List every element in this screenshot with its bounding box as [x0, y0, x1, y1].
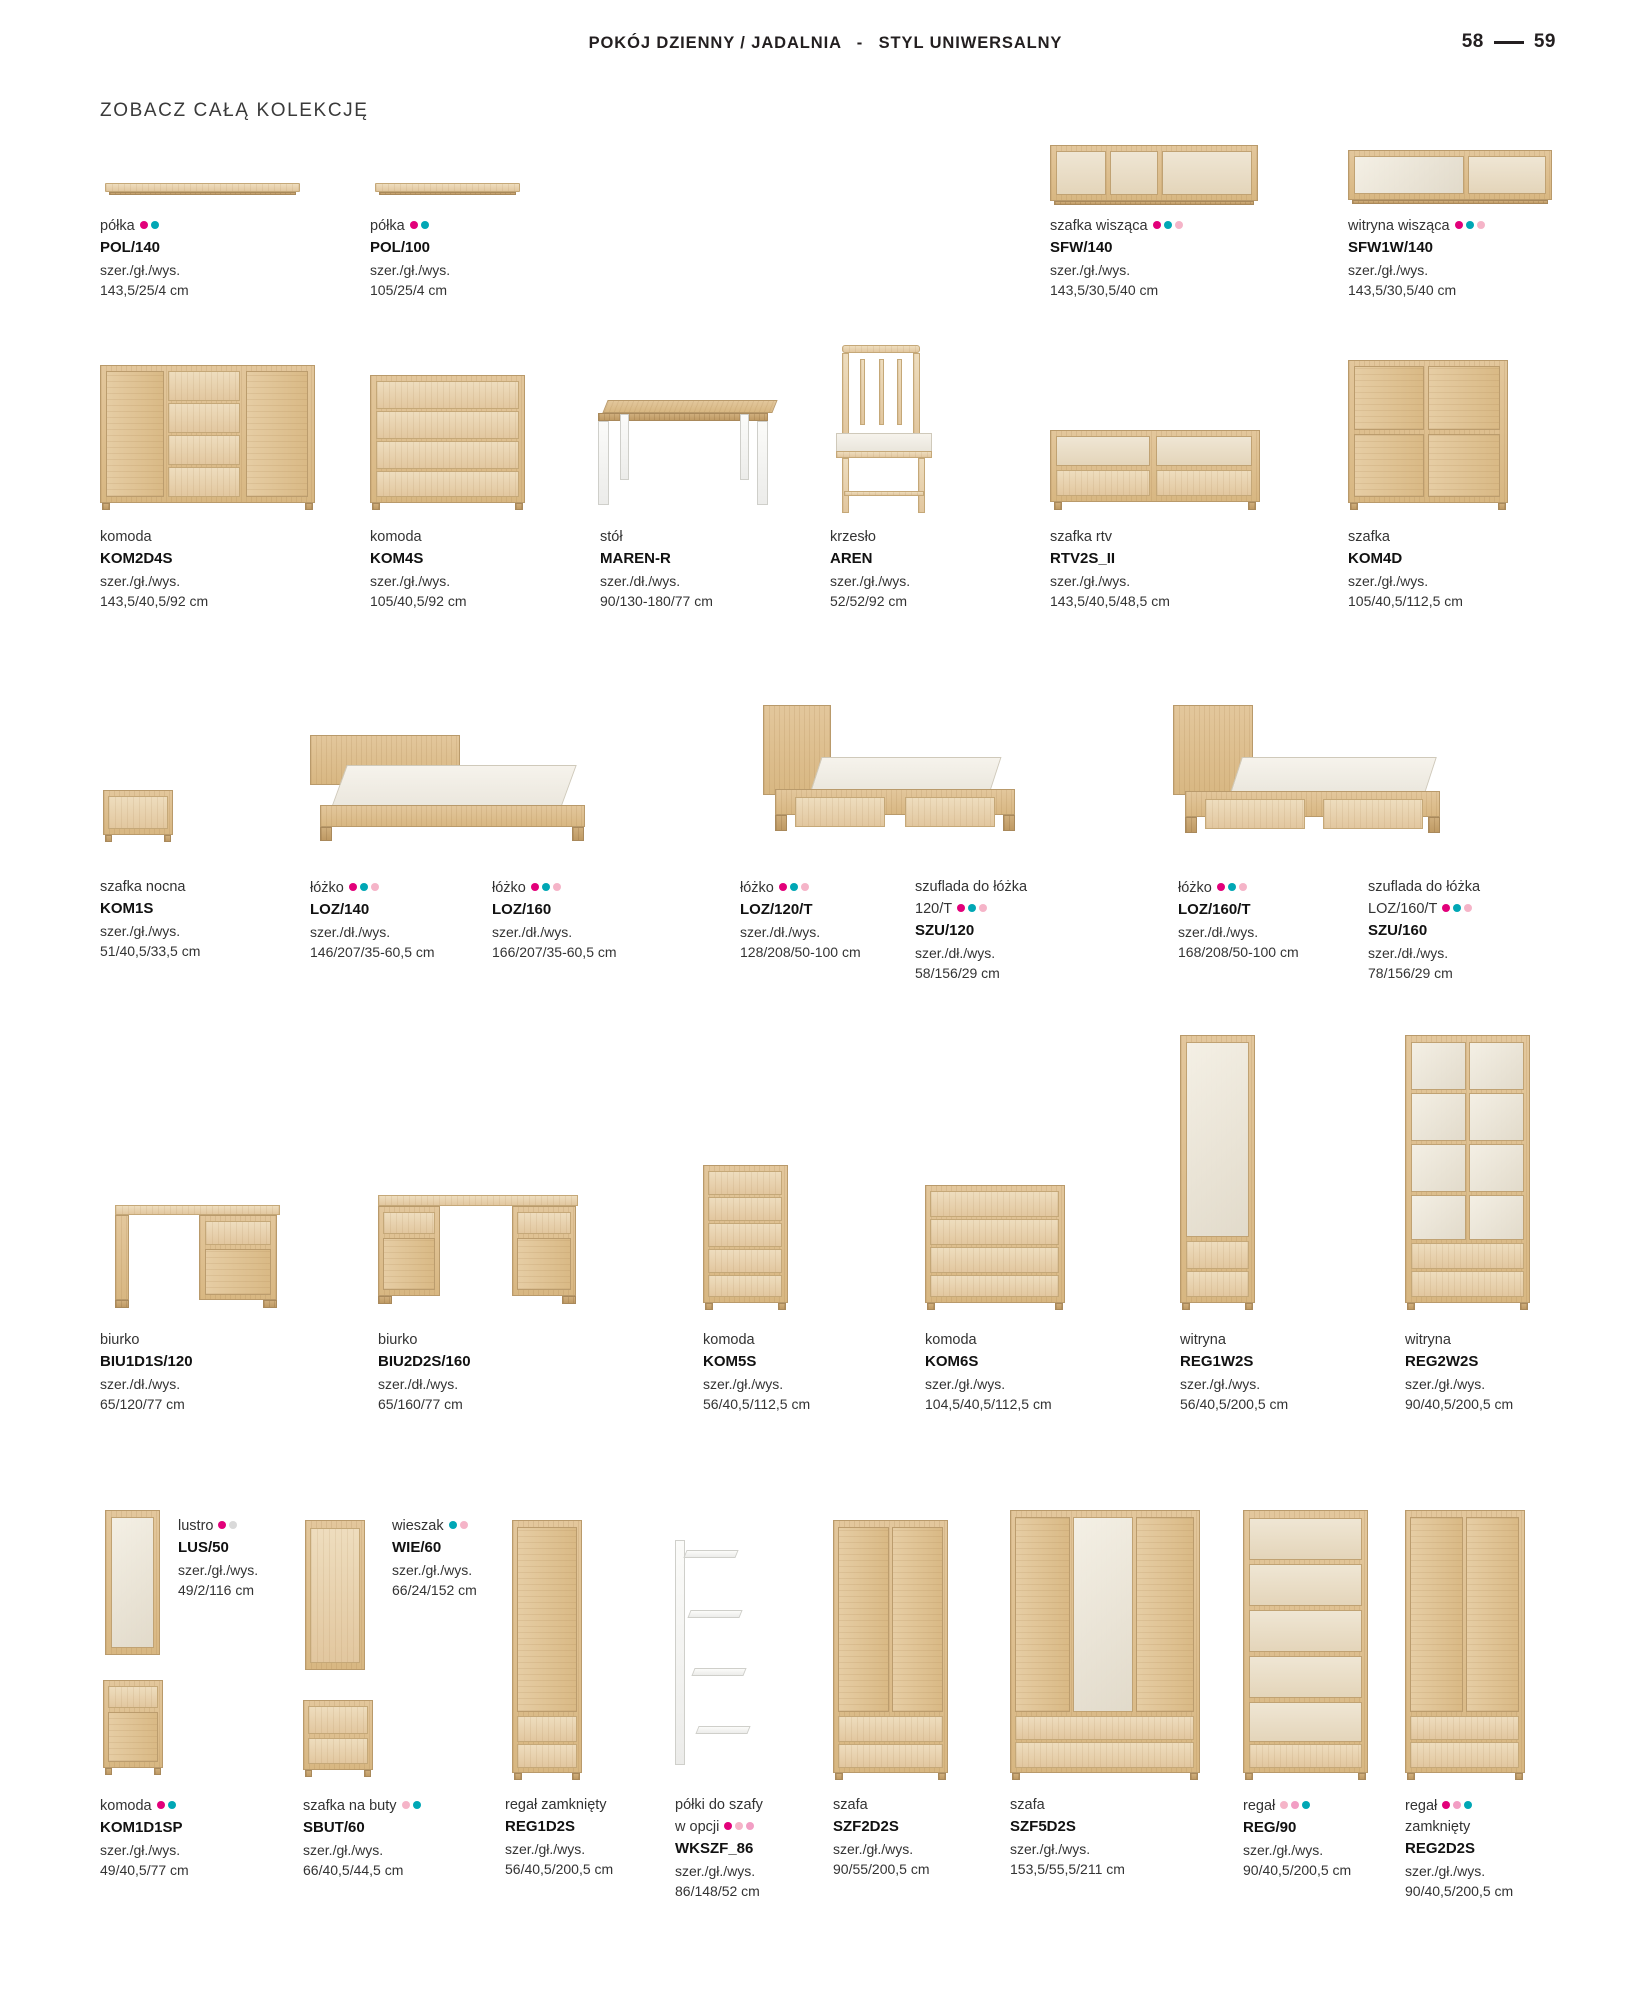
item-dims: 49/40,5/77 cm [100, 1861, 189, 1878]
item-category: szuflada do łóżka [915, 879, 1028, 895]
item-dims-label: szer./gł./wys. [1405, 1862, 1486, 1879]
item-dims-label: szer./dł./wys. [1178, 923, 1259, 940]
item-code: REG1W2S [1180, 1353, 1254, 1371]
page-number-right: 59 [1533, 31, 1556, 52]
art-sfw1w-140 [1348, 150, 1552, 205]
item-dims-label: szer./gł./wys. [392, 1561, 473, 1578]
art-maren-r [590, 400, 775, 510]
item-sfw1w-140 [1348, 215, 1588, 300]
item-category-secondary: zamknięty [1405, 1819, 1471, 1836]
item-dims: 56/40,5/200,5 cm [1180, 1395, 1289, 1412]
color-dots [218, 1515, 240, 1536]
art-lus-50 [105, 1510, 160, 1655]
color-dots [1442, 1795, 1475, 1816]
item-dims-label: szer./gł./wys. [1180, 1375, 1261, 1392]
item-reg2w2s [1405, 1330, 1635, 1414]
art-biu1d1s-120 [115, 1205, 280, 1310]
item-code: REG2D2S [1405, 1840, 1476, 1858]
item-category: komoda [100, 1795, 320, 1817]
art-aren [830, 345, 940, 515]
item-code: POL/140 [100, 239, 161, 257]
item-dims: 90/40,5/200,5 cm [1243, 1861, 1352, 1878]
item-reg1w2s [1180, 1330, 1410, 1414]
item-dims-label: szer./gł./wys. [100, 261, 181, 278]
page-title: ZOBACZ CAŁĄ KOLEKCJĘ [100, 100, 369, 121]
item-loz-160 [492, 877, 702, 962]
item-dims-label: szer./gł./wys. [303, 1841, 384, 1858]
item-dims: 49/2/116 cm [178, 1581, 255, 1598]
item-szu-160 [1368, 877, 1608, 983]
item-category: komoda [703, 1332, 755, 1348]
item-dims-label: szer./gł./wys. [1348, 261, 1429, 278]
item-dims: 52/52/92 cm [830, 592, 908, 609]
color-dots [779, 877, 812, 898]
item-dims-label: szer./gł./wys. [100, 1841, 181, 1858]
item-category-secondary: LOZ/160/T [1368, 898, 1608, 920]
item-kom6s [925, 1330, 1155, 1414]
item-dims-label: szer./gł./wys. [178, 1561, 259, 1578]
item-category: łóżko [740, 877, 950, 899]
item-category: szafka na buty [303, 1795, 523, 1817]
color-dots [531, 877, 564, 898]
art-sfw-140 [1050, 145, 1258, 205]
item-dims-label: szer./dł./wys. [100, 1375, 181, 1392]
item-category: regał [1405, 1795, 1635, 1817]
color-dots [1280, 1795, 1313, 1816]
item-dims: 143,5/30,5/40 cm [1348, 281, 1457, 298]
page-number-left: 58 [1461, 31, 1484, 52]
item-dims: 65/160/77 cm [378, 1395, 463, 1412]
item-dims: 146/207/35-60,5 cm [310, 943, 435, 960]
item-code: WKSZF_86 [675, 1840, 754, 1858]
art-kom4s [370, 375, 525, 510]
item-dims: 56/40,5/112,5 cm [703, 1395, 811, 1412]
color-dots [1442, 898, 1475, 919]
item-category: lustro [178, 1515, 398, 1537]
header-left-title: POKÓJ DZIENNY / JADALNIA [588, 34, 842, 52]
item-dims-label: szer./gł./wys. [1348, 572, 1429, 589]
item-code: SZF2D2S [833, 1818, 899, 1836]
color-dots [1153, 215, 1186, 236]
item-code: REG2W2S [1405, 1353, 1479, 1371]
item-code: SZU/160 [1368, 922, 1428, 940]
item-szu-120 [915, 877, 1145, 983]
color-dots [157, 1795, 179, 1816]
art-kom5s [703, 1165, 788, 1310]
item-dims: 78/156/29 cm [1368, 964, 1453, 981]
item-code: KOM4D [1348, 550, 1403, 568]
item-dims-label: szer./gł./wys. [1010, 1840, 1091, 1857]
item-kom2d4s [100, 527, 330, 611]
art-wkszf-86 [675, 1540, 755, 1770]
item-dims: 90/55/200,5 cm [833, 1860, 930, 1877]
item-maren-r [600, 527, 830, 611]
item-category: witryna [1180, 1332, 1226, 1348]
item-code: LOZ/160 [492, 901, 552, 919]
art-pol-140 [105, 183, 300, 195]
art-wie-60 [305, 1520, 365, 1670]
item-code: REG1D2S [505, 1818, 576, 1836]
item-category: półka [100, 215, 320, 237]
item-category: szafa [833, 1797, 868, 1813]
item-category-secondary: 120/T [915, 898, 1145, 920]
item-kom1s [100, 877, 320, 961]
color-dots [410, 215, 432, 236]
item-dims: 90/40,5/200,5 cm [1405, 1395, 1514, 1412]
item-dims-label: szer./dł./wys. [1368, 944, 1449, 961]
item-code: SZU/120 [915, 922, 975, 940]
item-lus-50 [178, 1515, 398, 1600]
art-szf2d2s [833, 1520, 948, 1780]
item-loz-160-t [1178, 877, 1388, 962]
item-dims: 104,5/40,5/112,5 cm [925, 1395, 1052, 1412]
item-code: KOM1S [100, 900, 154, 918]
item-dims: 90/40,5/200,5 cm [1405, 1882, 1514, 1899]
header-title-group [0, 34, 1651, 53]
item-dims: 66/24/152 cm [392, 1581, 477, 1598]
item-dims-label: szer./gł./wys. [703, 1375, 784, 1392]
item-dims-label: szer./dł./wys. [740, 923, 821, 940]
item-code: MAREN-R [600, 550, 671, 568]
item-biu1d1s-120 [100, 1330, 330, 1414]
color-dots [1217, 877, 1250, 898]
item-dims: 86/148/52 cm [675, 1882, 760, 1899]
item-code: BIU2D2S/160 [378, 1353, 471, 1371]
item-dims: 105/25/4 cm [370, 281, 448, 298]
item-kom4d [1348, 527, 1588, 611]
art-kom2d4s [100, 365, 315, 510]
art-pol-100 [375, 183, 520, 195]
art-kom4d [1348, 360, 1508, 510]
item-code: RTV2S_II [1050, 550, 1116, 568]
art-biu2d2s-160 [378, 1195, 578, 1310]
art-rtv2s-ii [1050, 430, 1260, 510]
color-dots [449, 1515, 471, 1536]
item-code: KOM1D1SP [100, 1819, 183, 1837]
item-dims: 90/130-180/77 cm [600, 592, 713, 609]
color-dots [957, 898, 990, 919]
item-dims-label: szer./dł./wys. [310, 923, 391, 940]
item-dims-label: szer./gł./wys. [830, 572, 911, 589]
item-dims-label: szer./gł./wys. [100, 922, 181, 939]
color-dots [402, 1795, 424, 1816]
item-category: komoda [100, 529, 152, 545]
item-category: półka [370, 215, 590, 237]
item-category: komoda [370, 529, 422, 545]
item-dims: 143,5/40,5/48,5 cm [1050, 592, 1170, 609]
item-category: szafka wisząca [1050, 215, 1290, 237]
item-code: LOZ/140 [310, 901, 370, 919]
art-kom1d1sp [103, 1680, 163, 1775]
item-sfw-140 [1050, 215, 1290, 300]
art-kom1s [103, 790, 173, 842]
art-loz-160-t [1165, 705, 1460, 845]
item-dims-label: szer./gł./wys. [100, 572, 181, 589]
item-dims-label: szer./gł./wys. [833, 1840, 914, 1857]
item-code: POL/100 [370, 239, 431, 257]
page-number-divider [1494, 41, 1524, 44]
item-category: półki do szafy [675, 1797, 763, 1813]
item-category: krzesło [830, 529, 876, 545]
item-dims: 56/40,5/200,5 cm [505, 1860, 614, 1877]
item-dims: 65/120/77 cm [100, 1395, 185, 1412]
art-kom6s [925, 1185, 1065, 1310]
item-dims-label: szer./gł./wys. [675, 1862, 756, 1879]
item-dims: 168/208/50-100 cm [1178, 943, 1299, 960]
item-category: szafka nocna [100, 879, 186, 895]
color-dots [140, 215, 162, 236]
item-code: KOM4S [370, 550, 424, 568]
art-reg1w2s [1180, 1035, 1255, 1310]
header-separator: - [856, 34, 864, 52]
item-code: WIE/60 [392, 1539, 442, 1557]
item-category: łóżko [310, 877, 520, 899]
item-dims: 143,5/40,5/92 cm [100, 592, 209, 609]
item-code: SFW/140 [1050, 239, 1113, 257]
item-aren [830, 527, 1060, 611]
item-dims: 128/208/50-100 cm [740, 943, 861, 960]
item-dims-label: szer./dł./wys. [378, 1375, 459, 1392]
item-dims-label: szer./gł./wys. [505, 1840, 586, 1857]
item-kom1d1sp [100, 1795, 320, 1880]
item-sbut-60 [303, 1795, 523, 1880]
item-dims: 58/156/29 cm [915, 964, 1000, 981]
item-rtv2s-ii [1050, 527, 1290, 611]
item-category: szafka rtv [1050, 529, 1113, 545]
item-pol-140 [100, 215, 320, 300]
item-code: KOM5S [703, 1353, 757, 1371]
art-reg-90 [1243, 1510, 1368, 1780]
item-code: LOZ/120/T [740, 901, 813, 919]
item-biu2d2s-160 [378, 1330, 608, 1414]
art-loz-120-t [755, 705, 1035, 845]
item-dims: 105/40,5/112,5 cm [1348, 592, 1463, 609]
item-code: LUS/50 [178, 1539, 229, 1557]
item-category: wieszak [392, 1515, 612, 1537]
page-numbers [1462, 31, 1556, 53]
item-dims-label: szer./dł./wys. [915, 944, 996, 961]
item-loz-140 [310, 877, 520, 962]
item-category: szafa [1010, 1797, 1045, 1813]
item-code: AREN [830, 550, 873, 568]
art-reg2d2s [1405, 1510, 1525, 1780]
item-code: KOM2D4S [100, 550, 173, 568]
item-dims-label: szer./dł./wys. [492, 923, 573, 940]
item-dims: 153,5/55,5/211 cm [1010, 1860, 1125, 1877]
item-dims-label: szer./gł./wys. [925, 1375, 1006, 1392]
item-dims-label: szer./gł./wys. [1050, 572, 1131, 589]
item-category: biurko [100, 1332, 140, 1348]
item-code: SZF5D2S [1010, 1818, 1076, 1836]
item-dims-label: szer./gł./wys. [370, 261, 451, 278]
color-dots [724, 1816, 757, 1837]
item-dims: 66/40,5/44,5 cm [303, 1861, 404, 1878]
item-dims-label: szer./gł./wys. [1050, 261, 1131, 278]
item-pol-100 [370, 215, 590, 300]
item-code: SFW1W/140 [1348, 239, 1434, 257]
item-dims-label: szer./dł./wys. [600, 572, 681, 589]
item-kom5s [703, 1330, 933, 1414]
item-category: regał zamknięty [505, 1797, 607, 1813]
item-code: BIU1D1S/120 [100, 1353, 193, 1371]
item-category: regał [1243, 1795, 1463, 1817]
art-szf5d2s [1010, 1510, 1200, 1780]
item-dims: 143,5/25/4 cm [100, 281, 189, 298]
item-code: LOZ/160/T [1178, 901, 1251, 919]
header-right-title: STYL UNIWERSALNY [878, 34, 1063, 52]
item-category: łóżko [492, 877, 702, 899]
item-code: REG/90 [1243, 1819, 1297, 1837]
item-szf5d2s [1010, 1795, 1250, 1879]
item-dims: 105/40,5/92 cm [370, 592, 467, 609]
item-category: szuflada do łóżka [1368, 879, 1481, 895]
page-header [0, 31, 1651, 64]
item-dims-label: szer./gł./wys. [1405, 1375, 1486, 1392]
item-code: SBUT/60 [303, 1819, 365, 1837]
item-dims-label: szer./gł./wys. [370, 572, 451, 589]
item-category: biurko [378, 1332, 418, 1348]
item-category: stół [600, 529, 623, 545]
color-dots [349, 877, 382, 898]
item-category: witryna [1405, 1332, 1451, 1348]
item-reg2d2s [1405, 1795, 1635, 1901]
item-category: szafka [1348, 529, 1390, 545]
item-category: komoda [925, 1332, 977, 1348]
art-loz-140 [310, 735, 595, 843]
item-dims-label: szer./gł./wys. [1243, 1841, 1324, 1858]
color-dots [1455, 215, 1488, 236]
item-dims: 51/40,5/33,5 cm [100, 942, 201, 959]
art-reg2w2s [1405, 1035, 1530, 1310]
item-category-secondary: w opcji [675, 1816, 905, 1838]
art-reg1d2s [512, 1520, 582, 1780]
item-code: KOM6S [925, 1353, 979, 1371]
art-sbut-60 [303, 1700, 373, 1778]
item-category: łóżko [1178, 877, 1388, 899]
item-kom4s [370, 527, 600, 611]
item-dims: 143,5/30,5/40 cm [1050, 281, 1159, 298]
item-dims: 166/207/35-60,5 cm [492, 943, 617, 960]
item-category: witryna wisząca [1348, 215, 1588, 237]
